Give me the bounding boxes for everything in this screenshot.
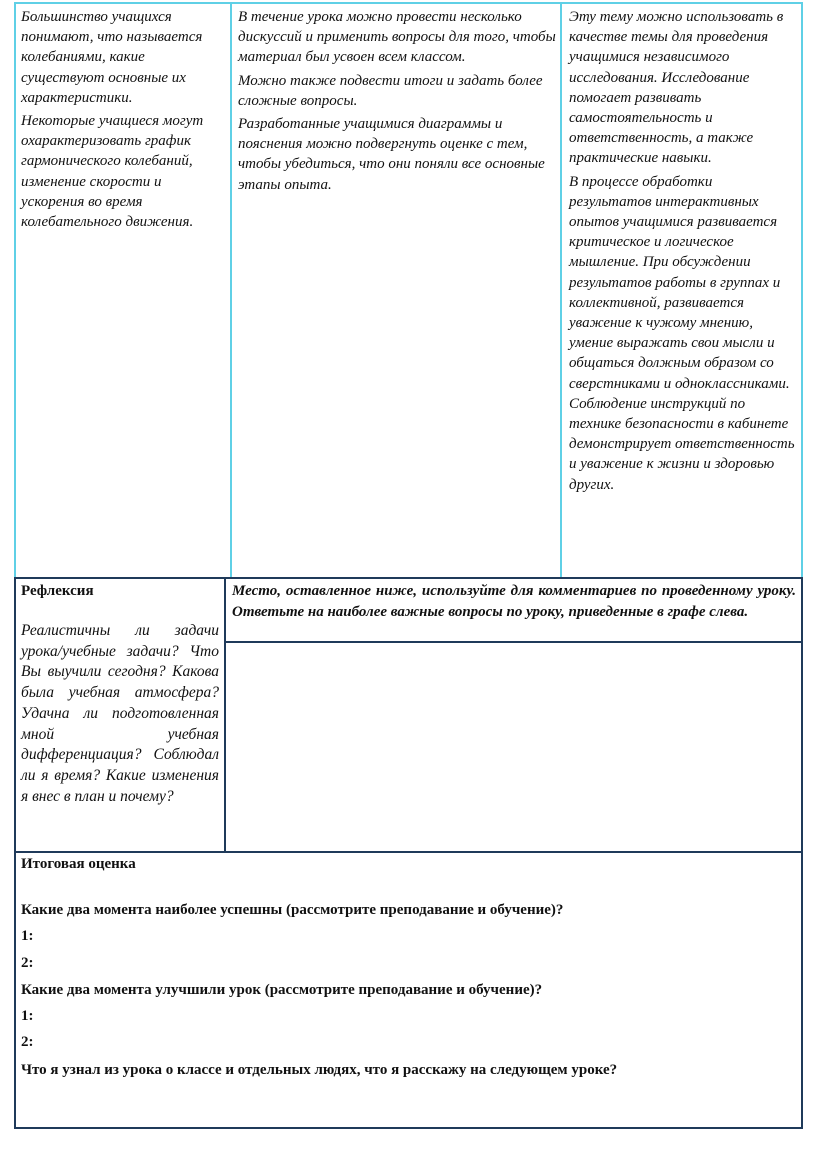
final-q1: Какие два момента наиболее успешны (рассмотрите преподавание и обучение)? bbox=[21, 902, 564, 918]
reflection-questions: Реалистичны ли задачи урока/учебные задачи? Что Вы выучили сегодня? Какова была учебная атмосфера? Удачна ли подготовленная мной учебная дифференциация? Соблюдал ли я время? Какие изменения я внес в план и почему? bbox=[21, 622, 219, 805]
reflection-comment-area[interactable] bbox=[226, 643, 801, 851]
top-cell-2-para-3: Разработанные учащимися диаграммы и пояснения можно подвергнуть оценке с тем, чтобы убедиться, что они поняли все основные этапы опыта. bbox=[238, 116, 545, 193]
reflection-cell bbox=[21, 581, 219, 807]
top-cell-1 bbox=[21, 7, 226, 235]
border-row-reflection-top bbox=[14, 577, 803, 579]
top-cell-2 bbox=[238, 7, 556, 198]
border-col-divider-2 bbox=[560, 2, 562, 578]
final-cell bbox=[21, 853, 796, 1125]
final-q1-item1: 1: bbox=[21, 928, 34, 944]
border-top bbox=[14, 2, 803, 4]
top-cell-3-para-2: В процессе обработки результатов интерактивных опытов учащимися развивается критическое и логическое мышление. При обсуждении результатов работы в группах и коллективной, развивается уважение к чужому мнению, умение выражать свои мысли и общаться должным образом со сверстниками и одноклассниками. bbox=[569, 173, 790, 392]
border-left-bottom bbox=[14, 577, 16, 1129]
final-q2-item2: 2: bbox=[21, 1034, 34, 1050]
border-right-bottom bbox=[801, 577, 803, 1129]
final-q2-item1: 1: bbox=[21, 1008, 34, 1024]
top-cell-1-para-2: Некоторые учащиеся могут охарактеризовать график гармонического колебаний, изменение скорости и ускорения во время колебательного движения. bbox=[21, 113, 204, 231]
border-bottom bbox=[14, 1127, 803, 1129]
top-cell-3-para-3: Соблюдение инструкций по технике безопасности в кабинете демонстрирует ответственность и уважение к жизни и здоровью других. bbox=[569, 395, 795, 493]
reflection-instruction: Место, оставленное ниже, используйте для комментариев по проведенному уроку. Ответьте на наиболее важные вопросы по уроку, приведенные в графе слева. bbox=[232, 583, 796, 620]
top-cell-2-para-2: Можно также подвести итоги и задать более сложные вопросы. bbox=[238, 72, 543, 109]
border-right-top bbox=[801, 2, 803, 578]
top-cell-3 bbox=[569, 7, 797, 498]
final-title: Итоговая оценка bbox=[21, 856, 136, 872]
top-cell-3-para-1: Эту тему можно использовать в качестве темы для проведения учащимися независимого исследования. Исследование помогает развивать самостоятельность и ответственность, а также практические навыки. bbox=[569, 9, 784, 167]
top-cell-2-para-1: В течение урока можно провести несколько дискуссий и применить вопросы для того, чтобы материал был усвоен всем классом. bbox=[238, 9, 556, 66]
border-col-divider-1 bbox=[230, 2, 232, 578]
border-left-top bbox=[14, 2, 16, 578]
top-cell-1-para-1: Большинство учащихся понимают, что называется колебаниями, какие существуют основные их характеристики. bbox=[21, 9, 203, 106]
final-q3: Что я узнал из урока о классе и отдельных людях, что я расскажу на следующем уроке? bbox=[21, 1062, 618, 1078]
final-q2: Какие два момента улучшили урок (рассмотрите преподавание и обучение)? bbox=[21, 982, 543, 998]
final-q1-item2: 2: bbox=[21, 955, 34, 971]
reflection-title: Рефлексия bbox=[21, 583, 94, 599]
